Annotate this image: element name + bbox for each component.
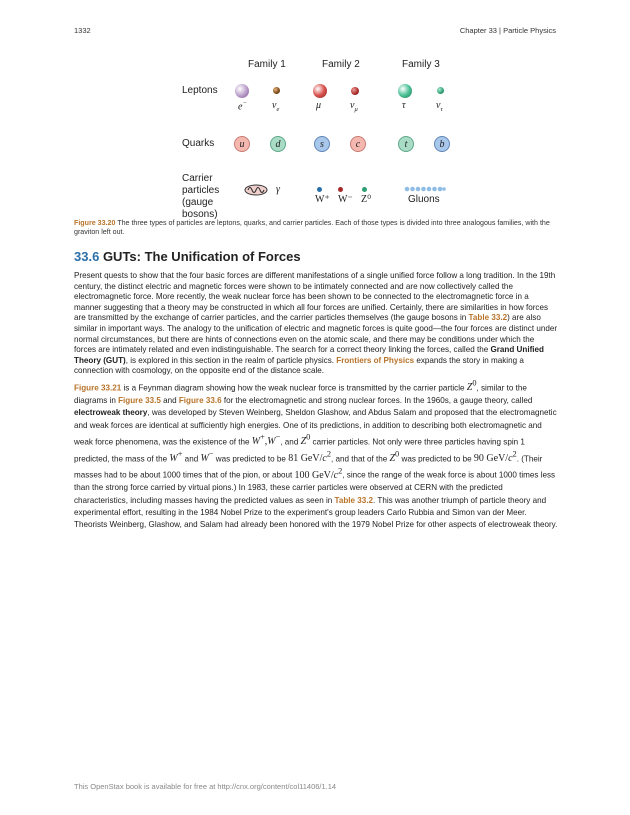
- symbol-sub: τ: [440, 106, 443, 113]
- section-heading: GUTs: The Unification of Forces: [102, 249, 301, 264]
- math-unit: GeV/: [486, 453, 509, 465]
- text-run: for the electromagnetic and strong nuclear forces. In the 1960s, a gauge theory, called: [221, 395, 533, 405]
- text-run: and: [160, 395, 179, 405]
- figure-33-6-link[interactable]: Figure 33.6: [178, 395, 222, 405]
- text-run: , and: [280, 437, 301, 447]
- math-var: Z: [389, 453, 396, 465]
- math-sup: 0: [472, 379, 477, 388]
- text-run: ) are also similar in important ways. The analogy to the unification of electric and magnetic forces is quite good—the four forces are distinct under normal circumstances, but there are hints of connections even on the atomic scale, and there may be conditions under which the forces are intimately related and even indistinguishable. The search for a correct theory linking the forces, called the: [74, 313, 558, 355]
- strange-quark: s: [314, 136, 330, 152]
- caption-label: Figure 33.20: [74, 219, 116, 227]
- tau-neutrino-ball: [437, 87, 444, 94]
- math-unit: GeV/: [311, 469, 334, 481]
- w-minus-math: [200, 449, 214, 465]
- z-zero-math: [300, 432, 311, 448]
- text-run: , was developed by Steven Weinberg, Sheldon Glashow, and Abdus Salam and proposed that the electromagnetic and weak forces are identical at sufficiently high energies. One of its predictions, in addition to describing both electromagnetic and weak force phenomena, was the existence of the: [74, 408, 557, 447]
- math-var: W: [251, 436, 261, 448]
- carrier-label-line: particles: [182, 185, 220, 196]
- gluons-icon: [404, 186, 446, 192]
- math-var: W: [200, 453, 209, 465]
- w-plus-minus-math: W+,W−: [251, 432, 281, 448]
- family-2-label: Family 2: [322, 59, 360, 70]
- carrier-label-line: bosons): [182, 209, 218, 220]
- symbol-base: e: [238, 101, 243, 113]
- text-run: Present quests to show that the four basic forces are different manifestations of a single unified force follow a long tradition. In the 19th century, the distinct electric and magnetic forces were shown to be intimately connected and are now collectively called the electromagnetic force. More recently, the weak nuclear force has been shown to be connected to the electromagnetic force in a manner suggesting that a theory may be constructed in which all four forces are unified. Certainly, there are similarities in how forces are transmitted by the exchange of carrier particles, and the carrier particles themselves (the gauge bosons in: [74, 271, 556, 323]
- gluons-label: Gluons: [408, 194, 440, 205]
- chapter-header: Chapter 33 | Particle Physics: [459, 26, 556, 35]
- particle-families-figure: [0, 0, 630, 225]
- muon-symbol: [316, 100, 321, 111]
- down-quark: d: [270, 136, 286, 152]
- symbol-sub: μ: [354, 106, 358, 113]
- w-plus-math: [169, 449, 183, 465]
- math-sup: 2: [326, 449, 331, 459]
- tau-ball: [398, 84, 412, 98]
- math-sup: −: [208, 449, 214, 459]
- text-run: and: [182, 454, 201, 464]
- frontiers-of-physics-link[interactable]: Frontiers of Physics: [336, 355, 415, 365]
- math-var: Z: [466, 382, 473, 394]
- w-plus-dot: [317, 187, 322, 192]
- carrier-label-line: Carrier: [182, 173, 213, 184]
- z-zero-dot: [362, 187, 367, 192]
- math-num: 100: [294, 469, 310, 481]
- bold-term: Grand Unified Theory (GUT): [74, 345, 544, 365]
- family-3-label: Family 3: [402, 59, 440, 70]
- text-run: expands the story in making a connection with cosmology, on the opposite end of the distance scale.: [74, 355, 524, 376]
- page-number: 1332: [74, 26, 91, 35]
- math-sup: +: [260, 432, 265, 442]
- text-run: was predicted to be: [213, 454, 289, 464]
- z-zero-math: [389, 449, 400, 465]
- carrier-label-line: (gauge: [182, 197, 214, 208]
- tau-neutrino-symbol: [436, 100, 443, 113]
- muon-neutrino-symbol: [350, 100, 358, 113]
- math-sup: 0: [306, 432, 311, 442]
- math-num: 81: [288, 453, 299, 465]
- symbol-base: ν: [436, 100, 441, 111]
- math-var: W: [267, 436, 276, 448]
- text-run: . This was another triumph of particle theory and experimental effort, resulting in the 1984 Nobel Prize to the experiment's group leaders Carlo Rubbia and Simon van der Meer. Theorists Weinberg, Glashow, and Salam had already been honored with the 1979 Nobel Prize for other aspects of electroweak theory.: [74, 495, 558, 530]
- symbol-base: μ: [316, 100, 322, 111]
- symbol-base: τ: [402, 100, 406, 111]
- section-title: [74, 249, 301, 264]
- table-33-2-link[interactable]: Table 33.2: [468, 313, 508, 323]
- math-var: Z: [300, 436, 307, 448]
- text-run: . (Their masses had to be about 1000 times that of the pion, or about: [74, 454, 543, 480]
- symbol-sub: e: [276, 106, 280, 113]
- up-quark: u: [234, 136, 250, 152]
- figure-33-21-link[interactable]: Figure 33.21: [74, 383, 122, 393]
- math-var: c: [508, 453, 513, 465]
- math-sup: 2: [338, 466, 343, 476]
- electron-neutrino-ball: [273, 87, 280, 94]
- symbol-sup: −: [242, 100, 247, 107]
- electron-neutrino-symbol: [272, 100, 279, 113]
- figure-caption: [74, 219, 554, 237]
- mass-90-math: [473, 449, 517, 465]
- text-run: , since the range of the weak force is about 1000 times less than the strong force carried by virtual pions.) In 1983, these carrier particles were observed at CERN with the predicted characteristics, including masses having the predicted values as seen in: [74, 470, 556, 505]
- tau-symbol: [402, 100, 406, 111]
- muon-ball: [313, 84, 327, 98]
- math-var: W: [169, 453, 178, 465]
- text-run: , similar to the diagrams in: [74, 383, 527, 405]
- family-1-label: Family 1: [248, 59, 286, 70]
- mass-81-math: [288, 449, 331, 465]
- charm-quark: c: [350, 136, 366, 152]
- math-var: c: [322, 453, 327, 465]
- bold-term: electroweak theory: [74, 408, 148, 418]
- z-zero-label: Z⁰: [361, 194, 372, 205]
- paragraph-1: [74, 271, 558, 377]
- w-minus-label: W⁻: [338, 194, 353, 205]
- math-var: c: [333, 469, 339, 481]
- math-unit: GeV/: [300, 453, 323, 465]
- footer-attribution: This OpenStax book is available for free at http://cnx.org/content/col11406/1.14: [74, 782, 337, 791]
- top-quark: t: [398, 136, 414, 152]
- photon-icon: [244, 184, 268, 196]
- math-sup: 0: [395, 449, 400, 459]
- figure-33-5-link[interactable]: Figure 33.5: [118, 395, 161, 405]
- table-33-2-link[interactable]: Table 33.2: [334, 495, 374, 505]
- leptons-label: Leptons: [182, 85, 218, 96]
- text-run: is a Feynman diagram showing how the weak nuclear force is transmitted by the carrier particle: [121, 383, 467, 393]
- w-plus-label: W⁺: [315, 194, 330, 205]
- section-number: 33.6: [74, 249, 100, 264]
- electron-ball: [235, 84, 249, 98]
- symbol-base: ν: [350, 100, 355, 111]
- math-sup: −: [275, 432, 281, 442]
- symbol-base: ν: [272, 100, 277, 111]
- w-minus-dot: [338, 187, 343, 192]
- bottom-quark: b: [434, 136, 450, 152]
- photon-symbol: γ: [276, 184, 280, 195]
- caption-text: The three types of particles are leptons, quarks, and carrier particles. Each of those types is divided into three analogous families, with the graviton left out.: [74, 219, 550, 236]
- text-run: carrier particles. Not only were three particles having spin 1 predicted, the mass of the: [74, 437, 525, 464]
- paragraph-2: [74, 378, 558, 532]
- math-sup: 2: [512, 449, 517, 459]
- math-num: 90: [473, 453, 484, 465]
- text-run: , and that of the: [330, 454, 390, 464]
- electron-symbol: [238, 100, 247, 112]
- mass-100-math: [294, 466, 343, 481]
- muon-neutrino-ball: [351, 87, 359, 95]
- text-run: , is explored in this section in the realm of particle physics.: [125, 355, 337, 365]
- math-sup: +: [177, 449, 183, 459]
- carrier-label: [182, 173, 219, 221]
- text-run: was predicted to be: [399, 454, 474, 464]
- quarks-label: Quarks: [182, 138, 215, 149]
